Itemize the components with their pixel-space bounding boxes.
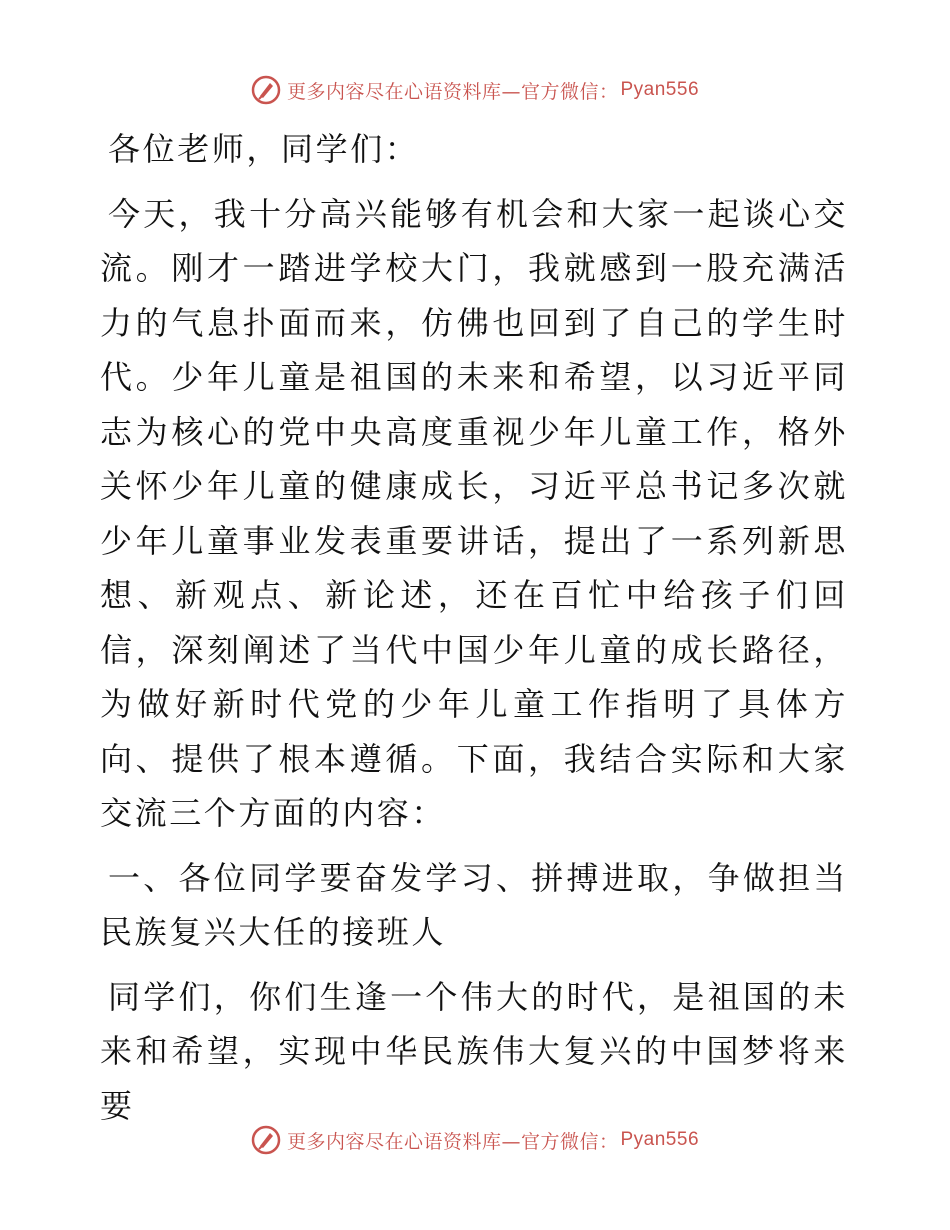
salutation: 各位老师，同学们： [108,130,420,168]
pen-logo-icon [251,1125,281,1155]
watermark-header [0,70,950,110]
paragraph-intro: 今天，我十分高兴能够有机会和大家一起谈心交流。刚才一踏进学校大门，我就感到一股充满活力的气息扑面而来，仿佛也回到了自己的学生时代。少年儿童是祖国的未来和希望，以习近平同志为核心的党中央高度重视少年儿童工作，格外关怀少年儿童的健康成长，习近平总书记多次就少年儿童事业发表重要讲话，提出了一系列新思想、新观点、新论述，还在百忙中给孩子们回信，深刻阐述了当代中国少年儿童的成长路径，为做好新时代党的少年儿童工作指明了具体方向、提供了根本遵循。下面，我结合实际和大家交流三个方面的内容： [100,194,848,832]
watermark-footer [0,1120,950,1160]
watermark-wechat-id: Pyan556 [620,1129,700,1150]
paragraph-section-1: 同学们，你们生逢一个伟大的时代，是祖国的未来和希望，实现中华民族伟大复兴的中国梦将来要 [100,977,848,1125]
watermark-text: 更多内容尽在心语资料库—官方微信： [286,1130,619,1153]
watermark-text: 更多内容尽在心语资料库—官方微信： [286,80,619,103]
section-heading-1: 一、各位同学要奋发学习、拼搏进取，争做担当民族复兴大任的接班人 [100,858,848,951]
document-body [100,122,848,1133]
pen-logo-icon [251,75,281,105]
watermark-wechat-id: Pyan556 [620,79,700,100]
